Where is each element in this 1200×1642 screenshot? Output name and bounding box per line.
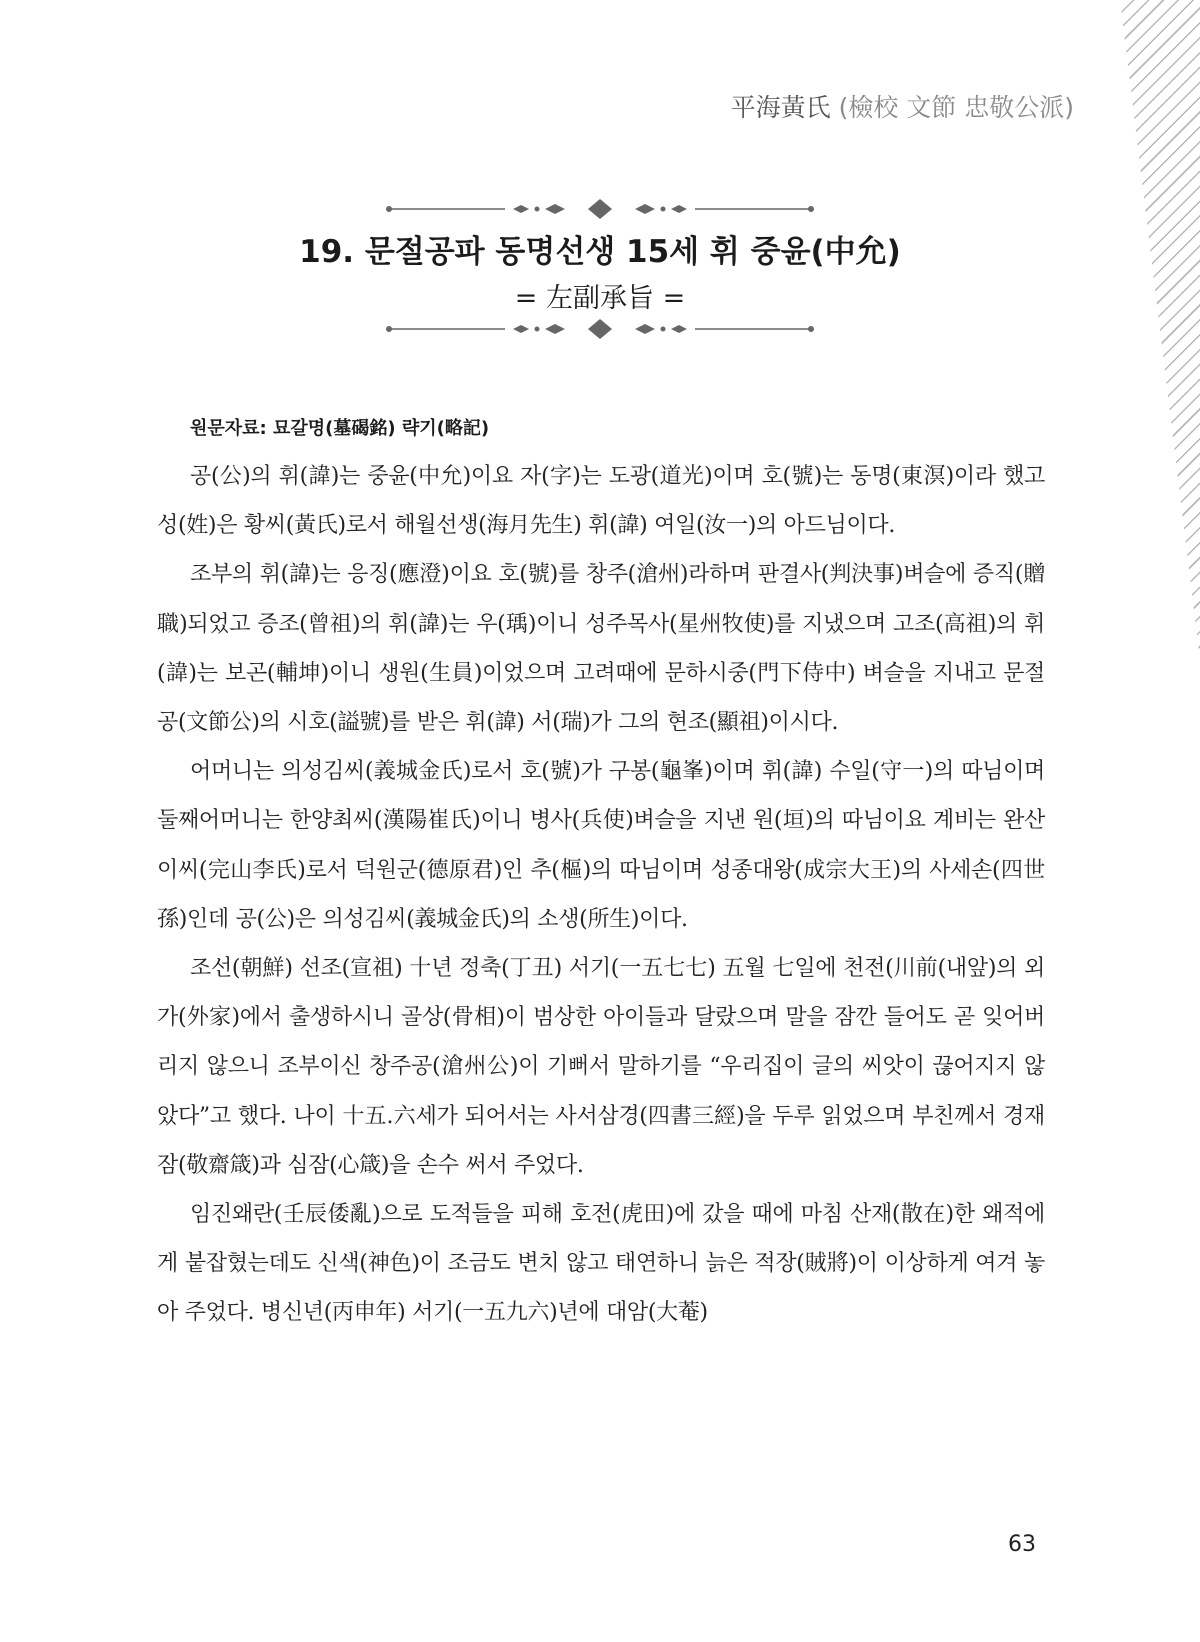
paragraph: 조선(朝鮮) 선조(宣祖) 十년 정축(丁丑) 서기(一五七七) 五월 七일에 천전(川前(내앞)의 외가(外家)에서 출생하시니 골상(骨相)이 범상한 아이들과 달랐으며 말을 잠깐 들어도 곧 잊어버리지 않으니 조부이신 창주공(滄州公)이 기뻐서 말하기를 “우리집이 글의 씨앗이 끊어지지 않았다”고 했다. 나이 十五.六세가 되어서는 사서삼경(四書三經)을 두루 읽었으며 부친께서 경재잠(敬齋箴)과 심잠(心箴)을 손수 써서 주었다. [157, 956, 1045, 1178]
header-clan-name: 平海黃氏 [730, 93, 831, 122]
title-ornament-bottom [385, 316, 815, 342]
running-header [731, 88, 1074, 124]
decorative-stripes [1120, 0, 1200, 660]
page-title: 19. 문절공파 동명선생 15세 휘 중윤(中允) [299, 234, 901, 270]
body-text [157, 452, 1045, 1338]
paragraph: 임진왜란(壬辰倭亂)으로 도적들을 피해 호전(虎田)에 갔을 때에 마침 산재(散在)한 왜적에게 붙잡혔는데도 신색(神色)이 조금도 변치 않고 태연하니 늙은 적장(賊將)이 이상하게 여겨 놓아 주었다. 병신년(丙申年) 서기(一五九六)년에 대암(大菴) [157, 1202, 1045, 1326]
title-ornament-top [385, 196, 815, 222]
page-subtitle: = 左副承旨 = [514, 283, 686, 314]
paragraph: 어머니는 의성김씨(義城金氏)로서 호(號)가 구봉(龜峯)이며 휘(諱) 수일(守一)의 따님이며 둘째어머니는 한양최씨(漢陽崔氏)이니 병사(兵使)벼슬을 지낸 원(垣)의 따님이요 계비는 완산이씨(完山李氏)로서 덕원군(德原君)인 추(樞)의 따님이며 성종대왕(成宗大王)의 사세손(四世孫)인데 공(公)은 의성김씨(義城金氏)의 소생(所生)이다. [157, 759, 1045, 932]
page-number: 63 [1008, 1532, 1036, 1557]
header-branch: (檢校 文節 忠敬公派) [838, 93, 1074, 122]
paragraph: 조부의 휘(諱)는 응징(應澄)이요 호(號)를 창주(滄州)라하며 판결사(判決事)벼슬에 증직(贈職)되었고 증조(曾祖)의 휘(諱)는 우(瑀)이니 성주목사(星州牧使)를 지냈으며 고조(高祖)의 휘(諱)는 보곤(輔坤)이니 생원(生員)이었으며 고려때에 문하시중(門下侍中) 벼슬을 지내고 문절공(文節公)의 시호(謚號)를 받은 휘(諱) 서(瑞)가 그의 현조(顯祖)이시다. [157, 562, 1045, 736]
source-label: 원문자료: 묘갈명(墓碣銘) 략기(略記) [190, 418, 490, 439]
paragraph: 공(公)의 휘(諱)는 중윤(中允)이요 자(字)는 도광(道光)이며 호(號)는 동명(東溟)이라 했고 성(姓)은 황씨(黃氏)로서 해월선생(海月先生) 휘(諱) 여일(汝一)의 아드님이다. [157, 464, 1045, 539]
